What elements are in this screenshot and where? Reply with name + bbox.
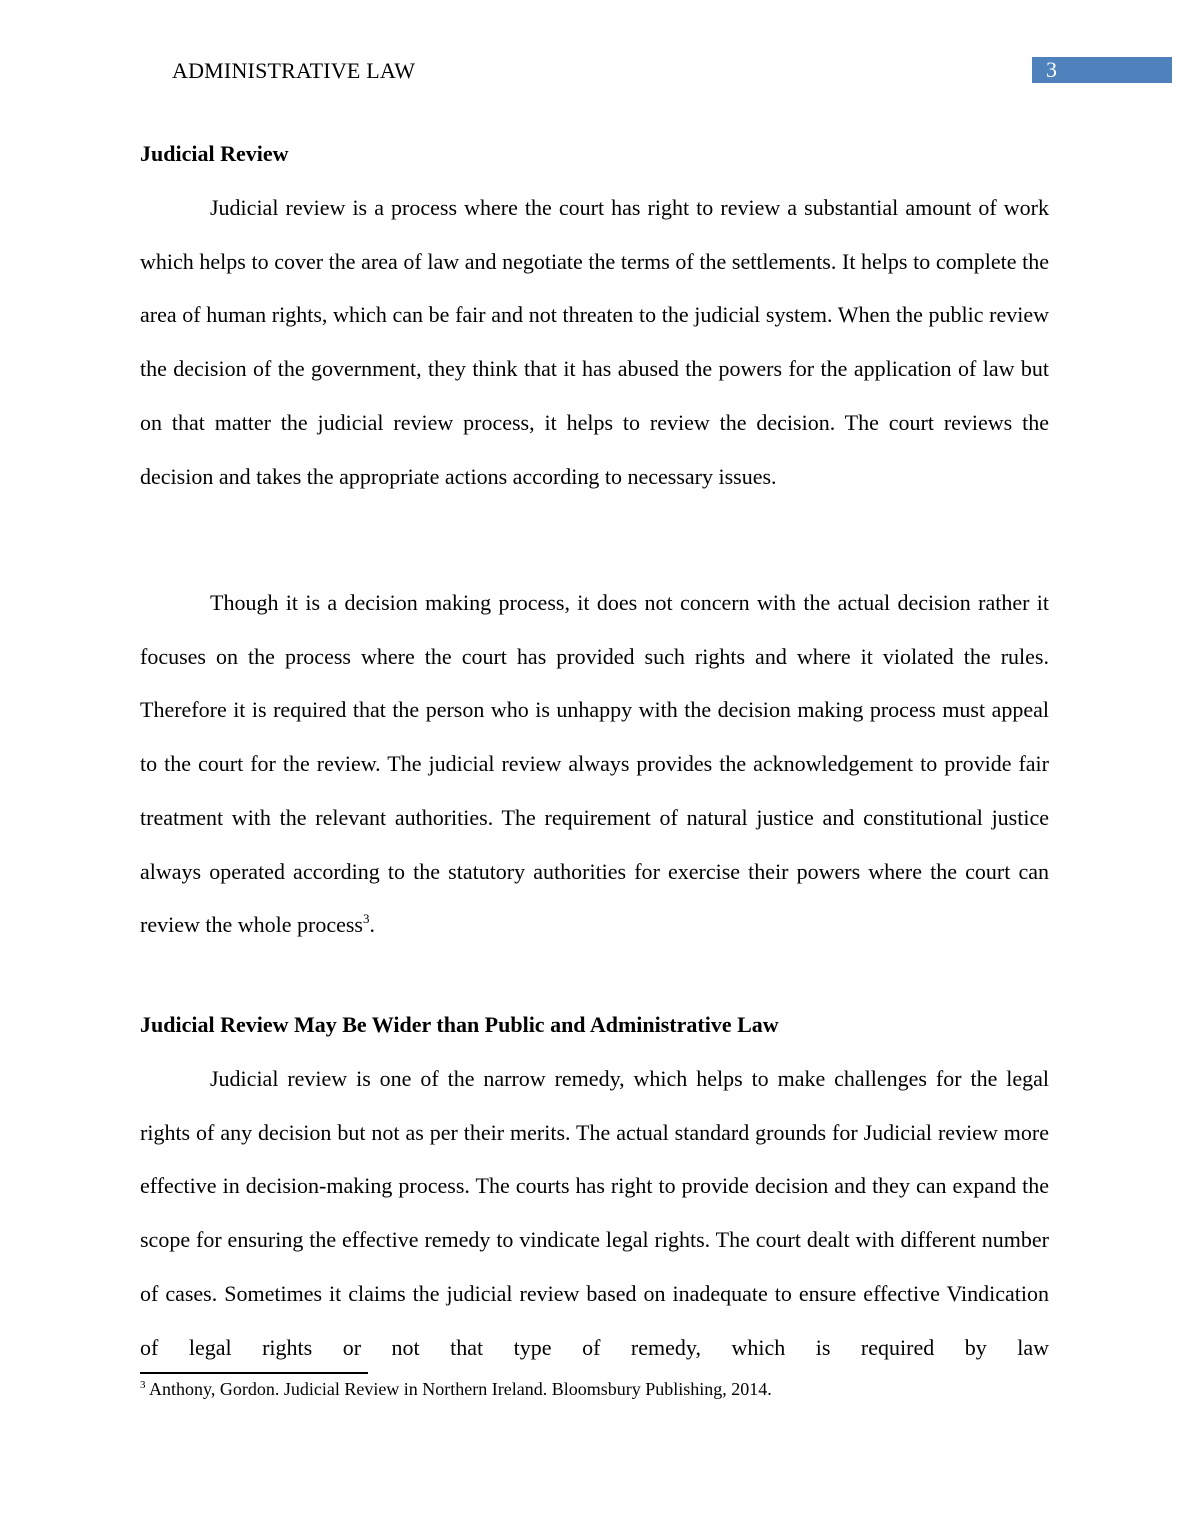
footnote-text: Anthony, Gordon. Judicial Review in Northern Ireland. Bloomsbury Publishing, 2014.: [145, 1379, 772, 1399]
running-head: ADMINISTRATIVE LAW: [172, 58, 416, 83]
paragraph-end: .: [369, 912, 375, 938]
footnote-number: 3: [140, 1379, 146, 1391]
section-body-judicial-review: [140, 181, 1049, 503]
paragraph: [140, 576, 1049, 952]
footnote: [140, 1377, 772, 1401]
footnote-reference: 3: [362, 911, 370, 927]
page-number: 3: [1046, 57, 1057, 82]
paragraph-text: Though it is a decision making process, it does not concern with the actual decision rather it focuses on the process where the court has provided such rights and where it violated the rules. Therefore it is required that the person who is unhappy with the decision making process must appeal to the court for the review. The judicial review always provides the acknowledgement to provide fair treatment with the relevant authorities. The requirement of natural justice and constitutional justice always operated according to the statutory authorities for exercise their powers where the court can review the whole process: [140, 590, 1049, 938]
section-heading-wider-than-public-law: Judicial Review May Be Wider than Public and Administrative Law: [140, 1012, 779, 1037]
paragraph: Judicial review is one of the narrow remedy, which helps to make challenges for the legal rights of any decision but not as per their merits. The actual standard grounds for Judicial review more effective in decision-making process. The courts has right to provide decision and they can expand the scope for ensuring the effective remedy to vindicate legal rights. The court dealt with different number of cases. Sometimes it claims the judicial review based on inadequate to ensure effective Vindication of legal rights or not that type of remedy, which is required by law: [140, 1066, 1049, 1360]
footnote-separator: [140, 1372, 368, 1374]
section-body-wider-than-public-law: [140, 1052, 1049, 1374]
paragraph: Judicial review is a process where the court has right to review a substantial amount of work which helps to cover the area of law and negotiate the terms of the settlements. It helps to complete the area of human rights, which can be fair and not threaten to the judicial system. When the public review the decision of the government, they think that it has abused the powers for the application of law but on that matter the judicial review process, it helps to review the decision. The court reviews the decision and takes the appropriate actions according to necessary issues.: [140, 195, 1049, 489]
section-heading-judicial-review: Judicial Review: [140, 141, 289, 166]
page-number-box: [1032, 57, 1172, 83]
section-body-judicial-review-continued: [140, 576, 1049, 952]
